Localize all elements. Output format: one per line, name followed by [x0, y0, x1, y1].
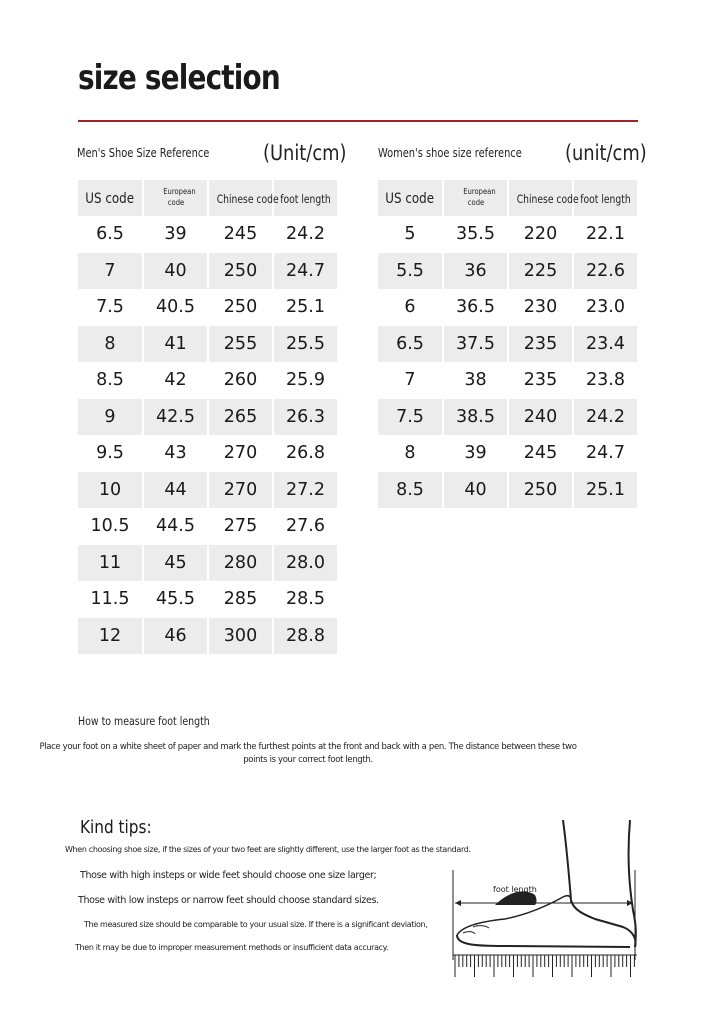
tip-item: The measured size should be comparable to your usual size. If there is a significant deviation, [84, 920, 428, 929]
measure-title: How to measure foot length [78, 714, 210, 728]
header-chinese-code: Chinese code [208, 180, 273, 216]
women-size-table [378, 180, 639, 508]
tip-item: Those with high insteps or wide feet should choose one size larger; [80, 870, 377, 881]
table-row: 11 45 280 28.0 [78, 545, 338, 582]
men-unit-label: (Unit/cm) [263, 141, 347, 165]
table-row: 7.5 38.5 240 24.2 [378, 399, 638, 436]
table-row: 12 46 300 28.8 [78, 618, 338, 655]
header-chinese-code: Chinese code [508, 180, 573, 216]
table-row: 6.5 37.5 235 23.4 [378, 326, 638, 363]
header-us-code: US code [78, 180, 143, 216]
table-row: 9 42.5 265 26.3 [78, 399, 338, 436]
table-header-row [78, 180, 338, 216]
table-header-row [378, 180, 638, 216]
table-row: 8.5 40 250 25.1 [378, 472, 638, 509]
table-row: 6.5 39 245 24.2 [78, 216, 338, 253]
table-row: 7 38 235 23.8 [378, 362, 638, 399]
table-row: 10 44 270 27.2 [78, 472, 338, 509]
table-row: 5 35.5 220 22.1 [378, 216, 638, 253]
header-european-code: European code [143, 180, 208, 216]
tips-title: Kind tips: [80, 817, 152, 838]
page-title: size selection [78, 58, 280, 98]
table-row: 5.5 36 225 22.6 [378, 253, 638, 290]
table-row: 8.5 42 260 25.9 [78, 362, 338, 399]
foot-length-label: foot length [493, 885, 537, 894]
table-row: 7 40 250 24.7 [78, 253, 338, 290]
tip-item: Then it may be due to improper measurement methods or insufficient data accuracy. [75, 943, 389, 952]
header-foot-length: foot length [273, 180, 338, 216]
tip-item: Those with low insteps or narrow feet should choose standard sizes. [78, 895, 379, 906]
table-row: 11.5 45.5 285 28.5 [78, 581, 338, 618]
foot-measurement-icon [445, 815, 645, 985]
measure-instructions: Place your foot on a white sheet of paper and mark the furthest points at the front and back with a pen. The distance between these two points is your correct foot length. [39, 742, 577, 765]
header-foot-length: foot length [573, 180, 638, 216]
title-divider [78, 120, 638, 122]
table-row: 8 39 245 24.7 [378, 435, 638, 472]
table-row: 7.5 40.5 250 25.1 [78, 289, 338, 326]
header-us-code: US code [378, 180, 443, 216]
men-size-label: Men's Shoe Size Reference [77, 146, 210, 160]
table-row: 6 36.5 230 23.0 [378, 289, 638, 326]
ruler-ticks [455, 955, 634, 977]
header-european-code: European code [443, 180, 508, 216]
table-row: 8 41 255 25.5 [78, 326, 338, 363]
women-size-label: Women's shoe size reference [378, 146, 522, 160]
tip-item: When choosing shoe size, if the sizes of your two feet are slightly different, use the larger foot as the standard. [65, 845, 471, 854]
table-row: 10.5 44.5 275 27.6 [78, 508, 338, 545]
table-row: 9.5 43 270 26.8 [78, 435, 338, 472]
men-size-table [78, 180, 339, 654]
women-unit-label: (unit/cm) [565, 141, 647, 165]
